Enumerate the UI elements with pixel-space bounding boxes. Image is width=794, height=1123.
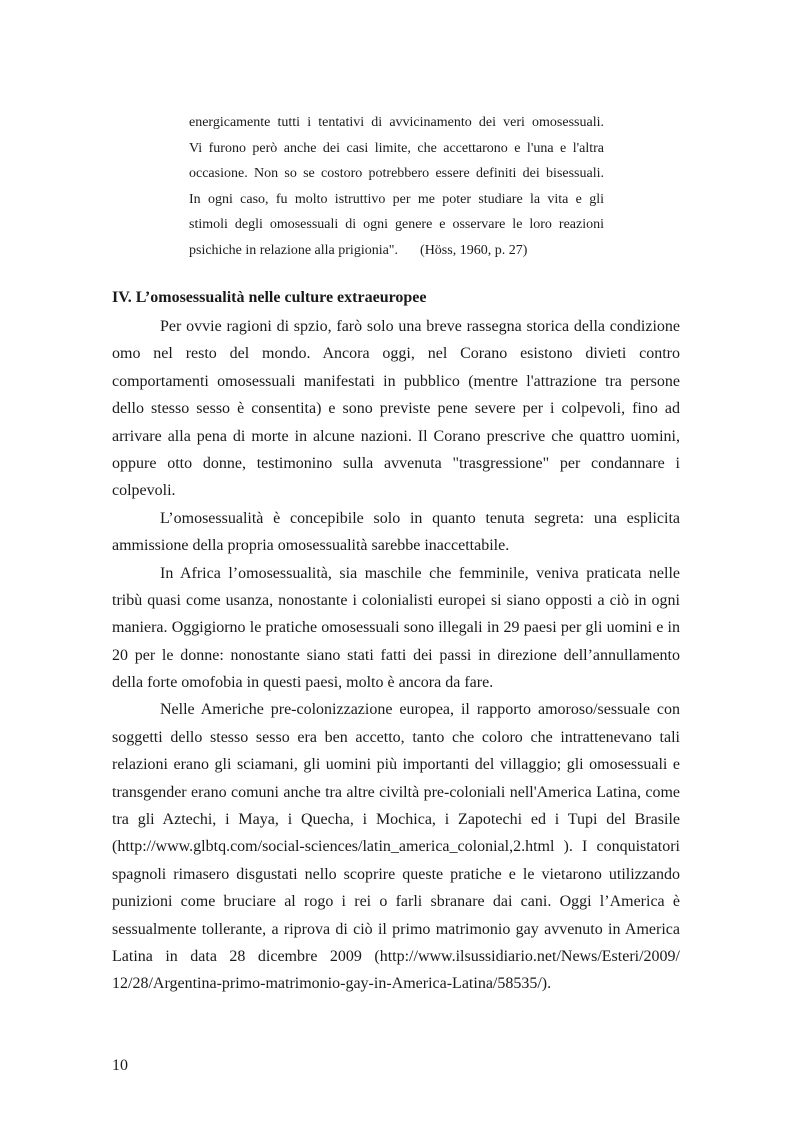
paragraph bbox=[112, 313, 680, 505]
quote-citation: (Höss, 1960, p. 27) bbox=[420, 242, 528, 258]
paragraph-line: oppure otto donne, testimonino sulla avvenuta "trasgressione" per condannare i bbox=[112, 454, 680, 472]
quote-last-line bbox=[189, 238, 604, 264]
paragraph bbox=[112, 560, 680, 697]
body-text bbox=[112, 313, 680, 998]
quote-line: In ogni caso, fu molto istruttivo per me poter studiare la vita e gli bbox=[189, 191, 604, 207]
block-quote bbox=[189, 110, 604, 264]
page-number: 10 bbox=[112, 1057, 128, 1074]
paragraph-line: (http://www.glbtq.com/social-sciences/latin_america_colonial,2.html ). I conquistatori bbox=[112, 838, 680, 856]
quote-line: psichiche in relazione alla prigionia". bbox=[189, 242, 399, 258]
paragraph-line: colpevoli. bbox=[112, 482, 176, 500]
paragraph bbox=[112, 696, 680, 997]
paragraph-line: relazioni erano gli sciamani, gli uomini più importanti del villaggio; gli omosessuali e bbox=[112, 756, 680, 774]
paragraph-line: tribù quasi come usanza, nonostante i colonialisti europei si siano opposti a ciò in ogni bbox=[112, 591, 680, 609]
paragraph-line: maniera. Oggigiorno le pratiche omosessuali sono illegali in 29 paesi per gli uomini e in bbox=[112, 619, 680, 637]
paragraph-line: In Africa l’omosessualità, sia maschile che femminile, veniva praticata nelle bbox=[160, 564, 680, 582]
paragraph-line: Nelle Americhe pre-colonizzazione europea, il rapporto amoroso/sessuale con bbox=[160, 701, 680, 719]
paragraph-line: dello stesso sesso è consentita) e sono previste pene severe per i colpevoli, fino ad bbox=[112, 400, 680, 418]
paragraph-line: punizioni come bruciare al rogo i rei o farli sbranare dai cani. Oggi l’America è bbox=[112, 893, 680, 911]
quote-line: occasione. Non so se costoro potrebbero essere definiti dei bisessuali. bbox=[189, 166, 604, 182]
paragraph-line: della forte omofobia in questi paesi, molto è ancora da fare. bbox=[112, 674, 494, 692]
paragraph-line: spagnoli rimasero disgustati nello scoprire queste pratiche e le vietarono utilizzando bbox=[112, 865, 680, 883]
paragraph-line: tra gli Aztechi, i Maya, i Quecha, i Mochica, i Zapotechi ed i Tupi del Brasile bbox=[112, 811, 680, 829]
paragraph-line: comportamenti omosessuali manifestati in pubblico (mentre l'attrazione tra persone bbox=[112, 372, 680, 390]
paragraph-line: Per ovvie ragioni di spzio, farò solo una breve rassegna storica della condizione bbox=[160, 318, 680, 335]
paragraph-line: soggetti dello stesso sesso era ben accetto, tanto che coloro che intrattenevano tali bbox=[112, 728, 680, 746]
quote-line: Vi furono però anche dei casi limite, che accettarono e l'una e l'altra bbox=[189, 140, 604, 156]
paragraph-line: sessualmente tollerante, a riprova di ciò il primo matrimonio gay avvenuto in America bbox=[112, 920, 680, 938]
paragraph-line: omo nel resto del mondo. Ancora oggi, nel Corano esistono divieti contro bbox=[112, 345, 680, 363]
paragraph bbox=[112, 505, 680, 560]
section-heading: IV. L’omosessualità nelle culture extraeuropee bbox=[112, 289, 427, 306]
paragraph-line: 12/28/Argentina-primo-matrimonio-gay-in-America-Latina/58535/). bbox=[112, 975, 552, 993]
paragraph-line: Latina in data 28 dicembre 2009 (http://www.ilsussidiario.net/News/Esteri/2009/ bbox=[112, 947, 680, 965]
paragraph-line: 20 per le donne: nonostante siano stati fatti dei passi in direzione dell’annullamento bbox=[112, 646, 680, 664]
paragraph-line: ammissione della propria omosessualità sarebbe inaccettabile. bbox=[112, 537, 510, 555]
quote-line: energicamente tutti i tentativi di avvicinamento dei veri omosessuali. bbox=[189, 115, 604, 130]
quote-line: stimoli degli omosessuali di ogni genere e osservare le loro reazioni bbox=[189, 217, 604, 233]
paragraph-line: transgender erano comuni anche tra altre civiltà pre-coloniali nell'America Latina, come bbox=[112, 783, 680, 801]
paragraph-line: arrivare alla pena di morte in alcune nazioni. Il Corano prescrive che quattro uomini, bbox=[112, 427, 680, 445]
paragraph-line: L’omosessualità è concepibile solo in quanto tenuta segreta: una esplicita bbox=[160, 509, 680, 527]
